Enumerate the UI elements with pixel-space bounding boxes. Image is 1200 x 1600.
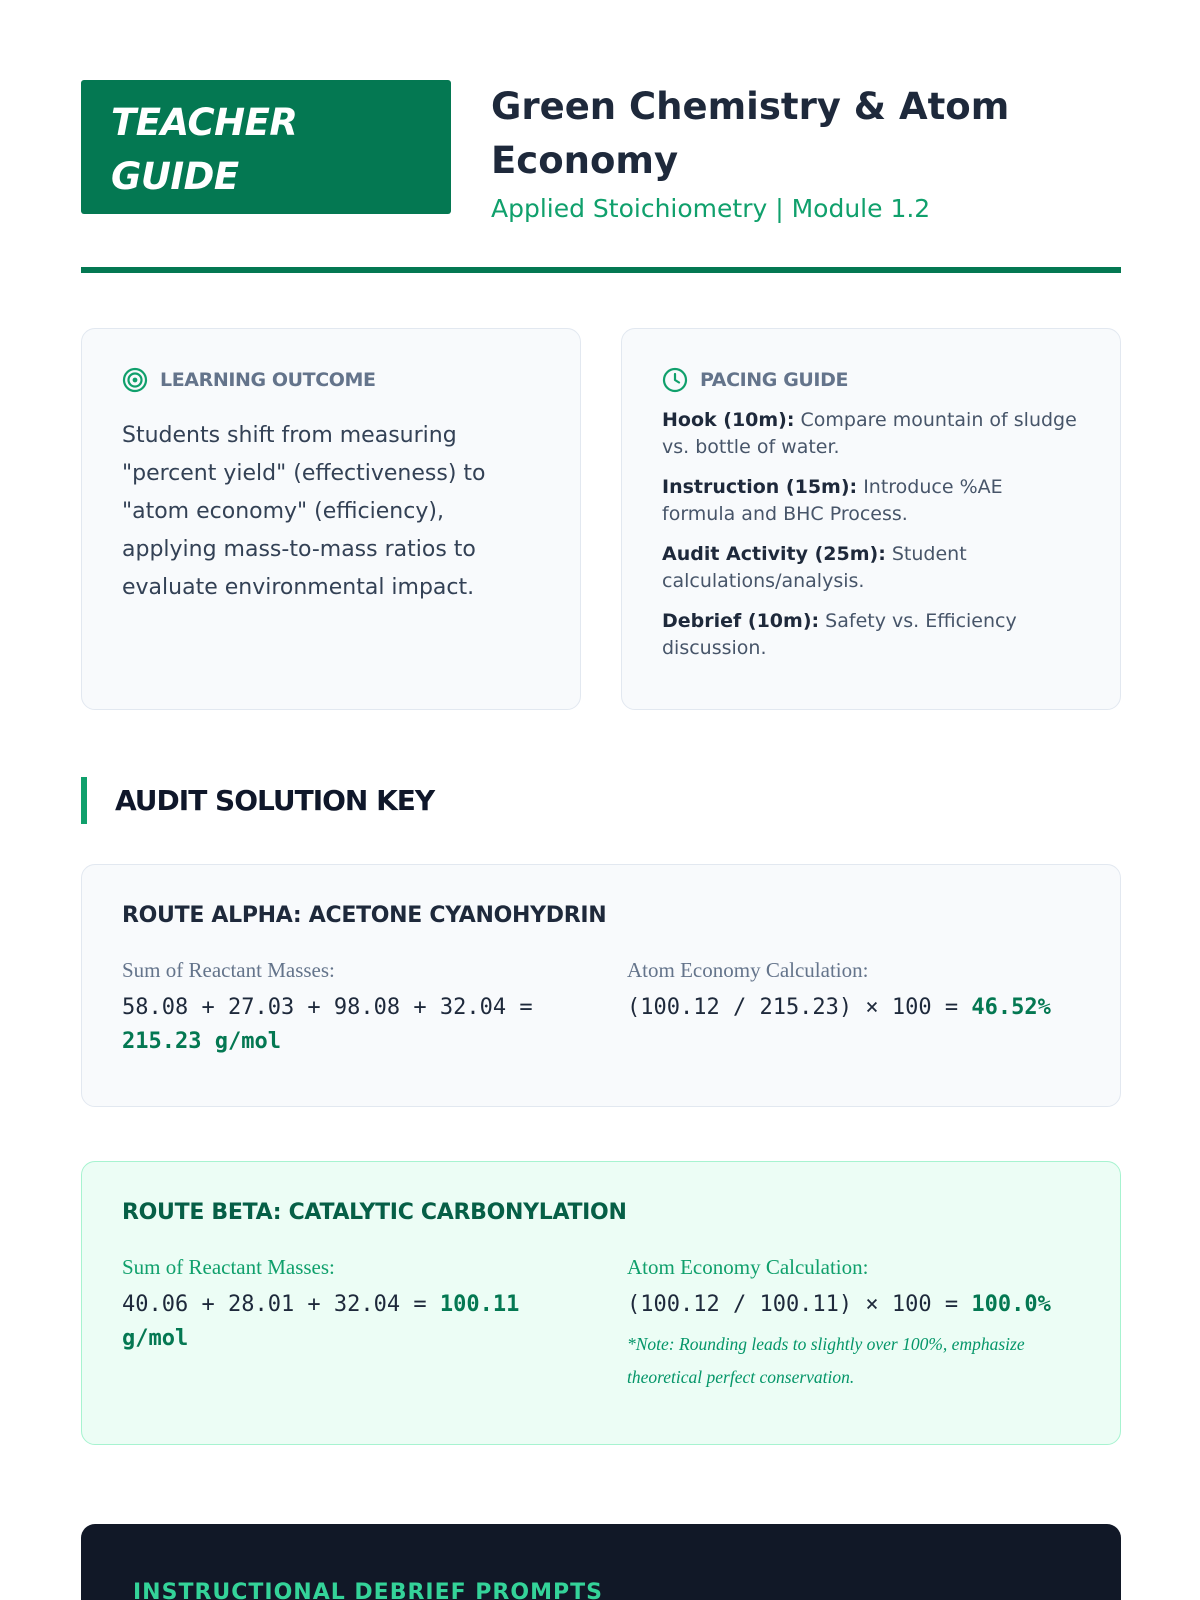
pacing-item-desc: Safety vs. Efficiency discussion. — [662, 610, 1017, 659]
ae-result: 46.52% — [971, 995, 1051, 1020]
sum-label: Sum of Reactant Masses: — [122, 1255, 335, 1279]
ae-label: Atom Economy Calculation: — [627, 1255, 869, 1279]
pacing-item-desc: Introduce %AE formula and BHC Process. — [662, 476, 1003, 525]
debrief-panel — [81, 1524, 1121, 1600]
target-icon — [122, 367, 148, 393]
route-beta-sum-column — [122, 1255, 567, 1356]
pacing-item-desc: Compare mountain of sludge vs. bottle of water. — [662, 409, 1077, 458]
sum-result: 100.11 g/mol — [122, 1292, 520, 1351]
route-alpha-ae-column — [627, 958, 1087, 1025]
sum-calculation — [122, 991, 567, 1059]
debrief-heading: INSTRUCTIONAL DEBRIEF PROMPTS — [133, 1580, 603, 1600]
ae-calculation — [627, 1288, 1087, 1322]
sum-expression: 40.06 + 28.01 + 32.04 = — [122, 1292, 427, 1317]
sum-label: Sum of Reactant Masses: — [122, 958, 335, 982]
route-alpha-title: ROUTE ALPHA: ACETONE CYANOHYDRIN — [122, 903, 607, 928]
pacing-item-term: Audit Activity (25m): — [662, 543, 886, 565]
ae-result: 100.0% — [971, 1292, 1051, 1317]
ae-calculation — [627, 991, 1087, 1025]
pacing-item-term: Debrief (10m): — [662, 610, 820, 632]
pacing-item-desc: Student calculations/analysis. — [662, 543, 967, 592]
pacing-guide-label-text: PACING GUIDE — [700, 369, 849, 391]
title-area — [491, 80, 1121, 223]
pacing-item-debrief — [662, 608, 1080, 662]
pacing-item-term: Hook (10m): — [662, 409, 795, 431]
pacing-item-audit — [662, 541, 1080, 595]
learning-outcome-card — [81, 328, 581, 710]
page-title: Green Chemistry & Atom Economy — [491, 85, 1010, 182]
sum-calculation — [122, 1288, 567, 1356]
route-alpha-card — [81, 864, 1121, 1107]
pacing-guide-card — [621, 328, 1121, 710]
badge-line-1: TEACHER — [111, 101, 298, 144]
route-beta-title: ROUTE BETA: CATALYTIC CARBONYLATION — [122, 1200, 627, 1225]
learning-outcome-label-text: LEARNING OUTCOME — [160, 369, 376, 391]
route-beta-ae-column — [627, 1255, 1087, 1394]
sum-expression: 58.08 + 27.03 + 98.08 + 32.04 = — [122, 995, 533, 1020]
audit-section-heading — [81, 777, 434, 824]
pacing-item-term: Instruction (15m): — [662, 476, 858, 498]
sum-result: 215.23 g/mol — [122, 1029, 281, 1054]
ae-label: Atom Economy Calculation: — [627, 958, 869, 982]
teacher-guide-badge — [81, 80, 451, 214]
audit-section-title: AUDIT SOLUTION KEY — [115, 784, 435, 817]
route-alpha-sum-column — [122, 958, 567, 1059]
page-subtitle: Applied Stoichiometry | Module 1.2 — [491, 194, 931, 223]
pacing-item-hook — [662, 407, 1080, 461]
learning-outcome-text: Students shift from measuring "percent yield" (effectiveness) to "atom economy" (efficiency), applying mass-to-mass ratios to evaluate environmental impact. — [122, 423, 486, 600]
ae-expression: (100.12 / 215.23) × 100 = — [627, 995, 959, 1020]
pacing-item-instruction — [662, 474, 1080, 528]
route-beta-card — [81, 1161, 1121, 1445]
pacing-list — [662, 407, 1080, 662]
page-header — [81, 80, 1121, 274]
learning-outcome-label — [122, 367, 540, 393]
header-divider — [81, 267, 1121, 273]
rounding-note: *Note: Rounding leads to slightly over 100%, emphasize theoretical perfect conservation. — [627, 1334, 1025, 1387]
ae-expression: (100.12 / 100.11) × 100 = — [627, 1292, 959, 1317]
badge-line-2: GUIDE — [111, 155, 239, 198]
clock-icon — [662, 367, 688, 393]
pacing-guide-label — [662, 367, 1080, 393]
